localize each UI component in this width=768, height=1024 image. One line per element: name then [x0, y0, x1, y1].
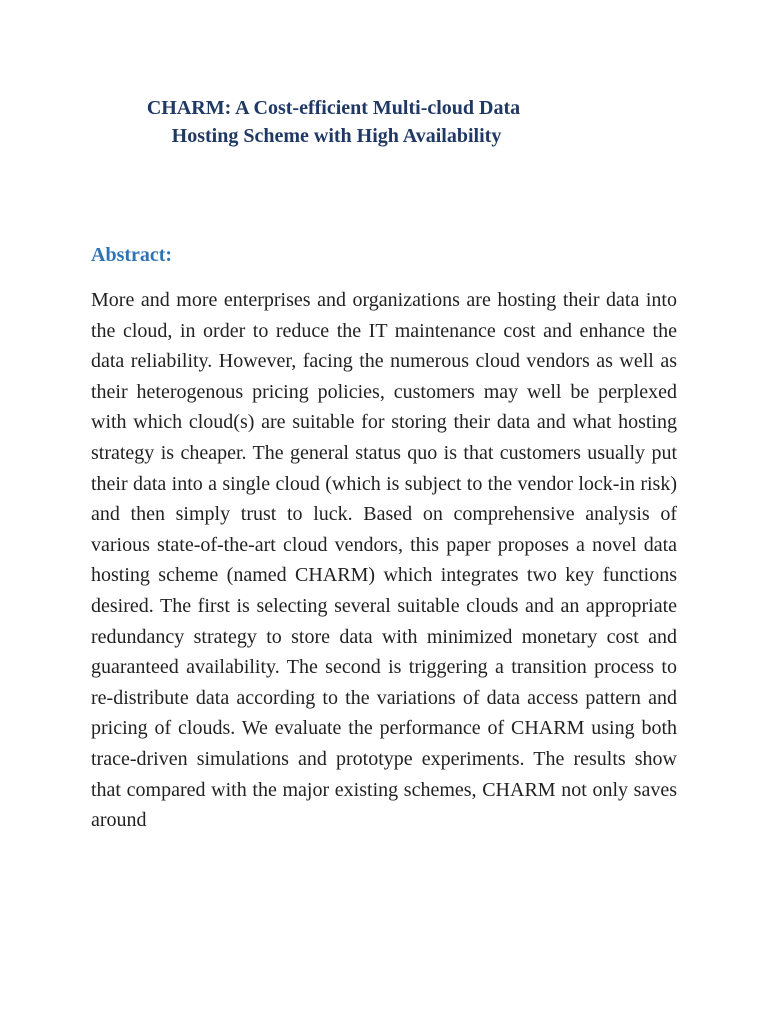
paper-title-line-2: Hosting Scheme with High Availability [171, 125, 502, 147]
paper-title-line-1: CHARM: A Cost-efficient Multi-cloud Data [146, 97, 521, 119]
abstract-heading: Abstract: [91, 244, 173, 266]
abstract-paragraph: More and more enterprises and organizations are hosting their data into the cloud, in order to reduce the IT maintenance cost and enhance the data reliability. However, facing the numerous cloud vendors as well as their heterogenous pricing policies, customers may well be perplexed with which cloud(s) are suitable for storing their data and what hosting strategy is cheaper. The general status quo is that customers usually put their data into a single cloud (which is subject to the vendor lock-in risk) and then simply trust to luck. Based on comprehensive analysis of various state-of-the-art cloud vendors, this paper proposes a novel data hosting scheme (named CHARM) which integrates two key functions desired. The first is selecting several suitable clouds and an appropriate redundancy strategy to store data with minimized monetary cost and guaranteed availability. The second is triggering a transition process to re-distribute data according to the variations of data access pattern and pricing of clouds. We evaluate the performance of CHARM using both trace-driven simulations and prototype experiments. The results show that compared with the major existing schemes, CHARM not only saves around [91, 289, 677, 832]
paper-title [0, 94, 768, 150]
